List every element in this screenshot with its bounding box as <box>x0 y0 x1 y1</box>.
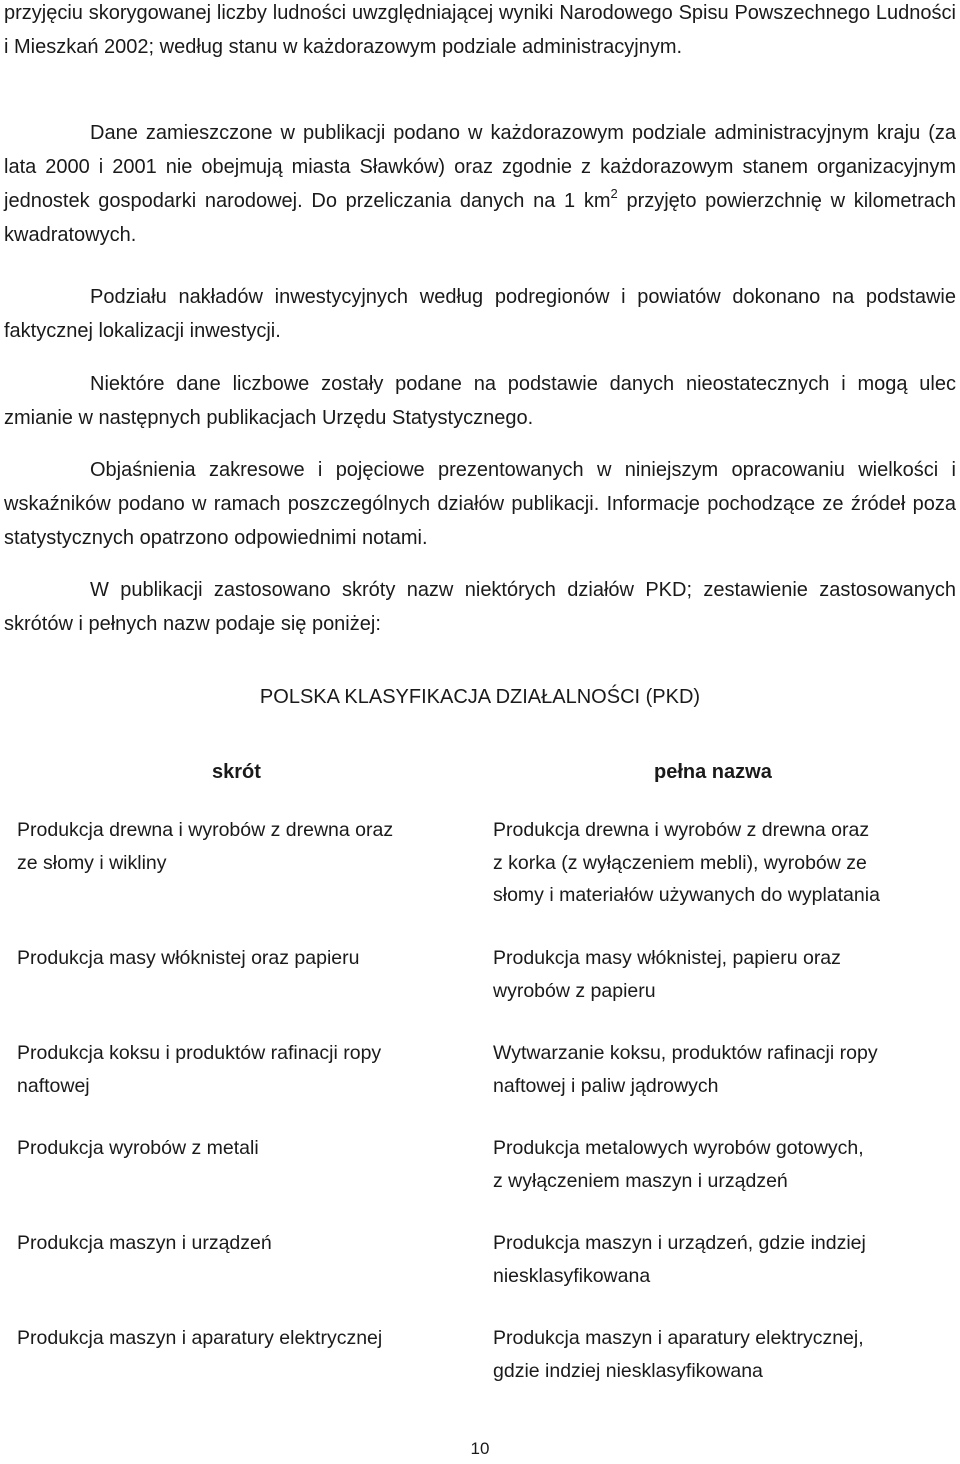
paragraph-abbreviations-intro: W publikacji zastosowano skróty nazw niektórych działów PKD; zestawienie zastosowanych skrótów i pełnych nazw podaje się poniżej: <box>4 579 956 635</box>
paragraph-administrative-division: Dane zamieszczone w publikacji podano w każdorazowym podziale administracyjnym kraju (za lata 2000 i 2001 nie obejmują miasta Sławków) oraz zgodnie z każdorazowym stanem organizacyjnym jednostek gospodarki narodowej. Do przeliczania danych na 1 $km^2$ przyjęto powierzchnię w kilometrach kwadratowych. <box>4 122 956 246</box>
full-name-cell: Produkcja drewna i wyrobów z drewna oraz z korka (z wyłączeniem mebli), wyrobów ze słomy i materiałów używanych do wyplatania <box>493 819 880 906</box>
abbreviation-cell: Produkcja maszyn i aparatury elektrycznej <box>17 1327 383 1349</box>
full-name-cell: Produkcja maszyn i aparatury elektrycznej, gdzie indziej niesklasyfikowana <box>493 1327 864 1382</box>
paragraph-investment-split: Podziału nakładów inwestycyjnych według podregionów i powiatów dokonano na podstawie faktycznej lokalizacji inwestycji. <box>4 286 956 342</box>
column-header-full: pełna nazwa <box>654 761 772 783</box>
column-header-short: skrót <box>212 761 261 783</box>
superscript: 2 <box>610 186 618 201</box>
paragraph-preliminary-data: Niektóre dane liczbowe zostały podane na podstawie danych nieostatecznych i mogą ulec zmianie w następnych publikacjach Urzędu Statystycznego. <box>4 373 956 429</box>
abbreviation-cell: Produkcja maszyn i urządzeń <box>17 1232 272 1254</box>
abbreviation-cell: Produkcja drewna i wyrobów z drewna oraz ze słomy i wikliny <box>17 819 394 874</box>
abbreviation-cell: Produkcja koksu i produktów rafinacji ropy naftowej <box>17 1042 382 1097</box>
abbreviation-cell: Produkcja wyrobów z metali <box>17 1137 259 1159</box>
page-number: 10 <box>470 1439 490 1458</box>
paragraph-explanations: Objaśnienia zakresowe i pojęciowe prezentowanych w niniejszym opracowaniu wielkości i wskaźników podano w ramach poszczególnych działów publikacji. Informacje pochodzące ze źródeł poza statystycznych opatrzono odpowiednimi notami. <box>4 459 956 549</box>
full-name-cell: Produkcja metalowych wyrobów gotowych, z wyłączeniem maszyn i urządzeń <box>493 1137 864 1192</box>
full-name-cell: Produkcja masy włóknistej, papieru oraz wyrobów z papieru <box>493 947 841 1002</box>
pkd-section-title: POLSKA KLASYFIKACJA DZIAŁALNOŚCI (PKD) <box>259 686 701 708</box>
paragraph-population-basis: przyjęciu skorygowanej liczby ludności uwzględniającej wyniki Narodowego Spisu Powszechnego Ludności i Mieszkań 2002; według stanu w każdorazowym podziale administracyjnym. <box>4 2 956 58</box>
abbreviation-cell: Produkcja masy włóknistej oraz papieru <box>17 947 360 969</box>
full-name-cell: Produkcja maszyn i urządzeń, gdzie indziej niesklasyfikowana <box>493 1232 866 1287</box>
full-name-cell: Wytwarzanie koksu, produktów rafinacji ropy naftowej i paliw jądrowych <box>493 1042 878 1097</box>
